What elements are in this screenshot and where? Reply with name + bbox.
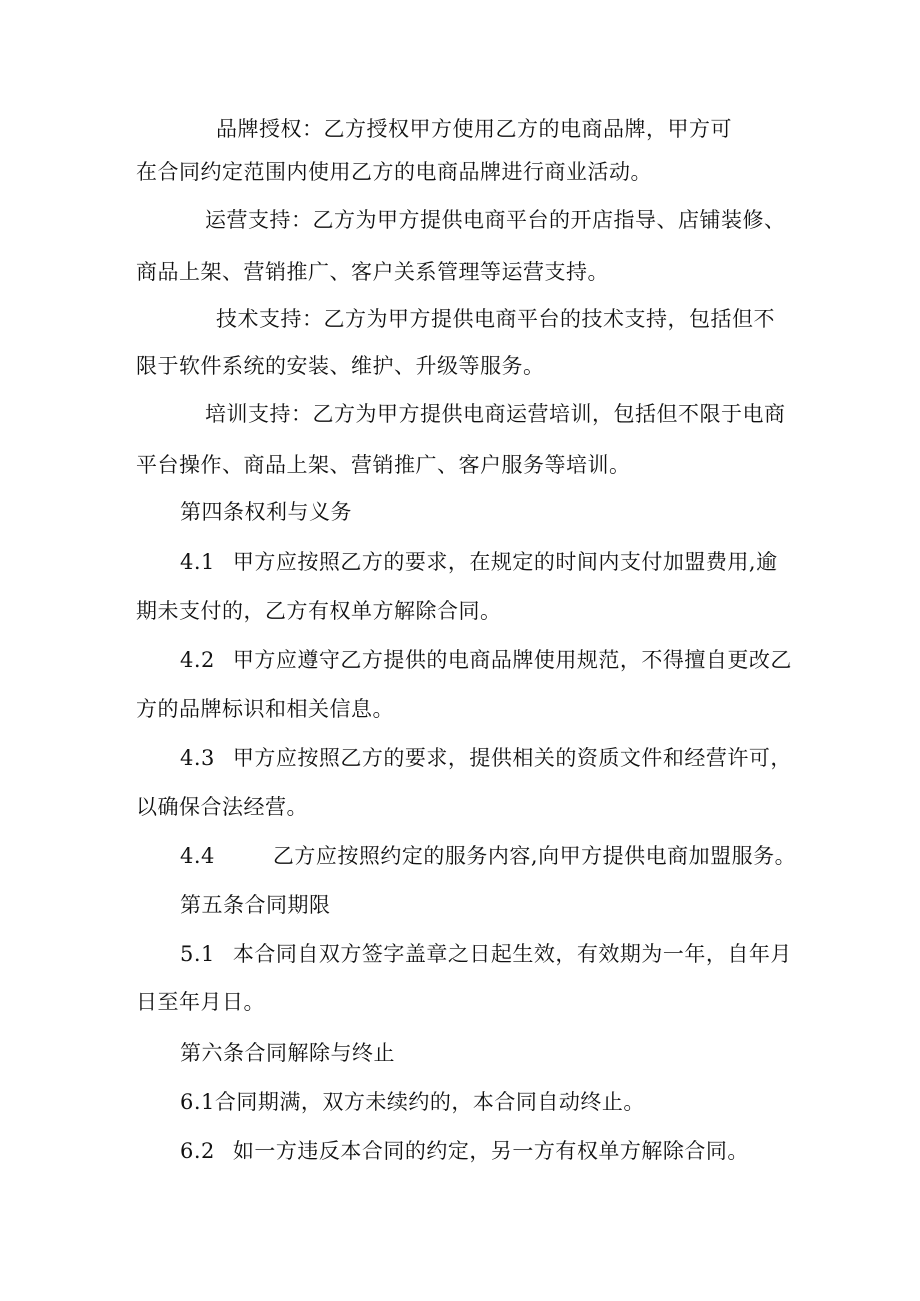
paragraph-training-support-line-2: 平台操作、商品上架、营销推广、客户服务等培训。 [136, 453, 631, 477]
article-5-heading: 第五条合同期限 [180, 893, 331, 917]
clause-6-1: 6.1合同期满，双方未续约的，本合同自动终止。 [180, 1090, 645, 1114]
clause-text: 本合同自双方签字盖章之日起生效，有效期为一年，自年月 [232, 942, 792, 966]
clause-4-1-line-1 [180, 547, 778, 577]
clause-5-1-line-1 [180, 939, 792, 969]
clause-number: 4.2 [180, 648, 215, 672]
article-6-heading: 第六条合同解除与终止 [180, 1041, 395, 1065]
clause-4-3-line-1 [180, 743, 792, 773]
clause-4-4 [180, 841, 796, 871]
paragraph-technical-support-line-2: 限于软件系统的安装、维护、升级等服务。 [136, 354, 545, 378]
paragraph-brand-license-line-1: 品牌授权：乙方授权甲方使用乙方的电商品牌，甲方可 [216, 117, 732, 141]
paragraph-brand-license-line-2: 在合同约定范围内使用乙方的电商品牌进行商业活动。 [136, 160, 652, 184]
clause-number: 4.1 [180, 550, 215, 574]
paragraph-technical-support-line-1: 技术支持：乙方为甲方提供电商平台的技术支持，包括但不 [216, 307, 775, 331]
clause-text: 如一方违反本合同的约定，另一方有权单方解除合同。 [232, 1139, 749, 1163]
clause-number: 6.2 [180, 1139, 215, 1163]
clause-4-2-line-2: 方的品牌标识和相关信息。 [136, 697, 394, 721]
paragraph-operation-support-line-2: 商品上架、营销推广、客户关系管理等运营支持。 [136, 260, 609, 284]
clause-number: 4.3 [180, 746, 215, 770]
clause-text: 甲方应遵守乙方提供的电商品牌使用规范，不得擅自更改乙 [232, 648, 792, 672]
clause-4-1-line-2: 期未支付的，乙方有权单方解除合同。 [136, 599, 502, 623]
clause-number: 4.4 [180, 844, 215, 868]
paragraph-training-support-line-1: 培训支持：乙方为甲方提供电商运营培训，包括但不限于电商 [205, 402, 786, 426]
clause-text: 甲方应按照乙方的要求，在规定的时间内支付加盟费用,逾 [232, 550, 778, 574]
clause-4-3-line-2: 以确保合法经营。 [136, 795, 308, 819]
clause-number: 5.1 [180, 942, 215, 966]
clause-5-1-line-2: 日至年月日。 [136, 990, 265, 1014]
clause-text: 甲方应按照乙方的要求，提供相关的资质文件和经营许可， [232, 746, 792, 770]
article-4-heading: 第四条权利与义务 [180, 500, 352, 524]
clause-4-2-line-1 [180, 645, 792, 675]
clause-text: 乙方应按照约定的服务内容,向甲方提供电商加盟服务。 [272, 844, 797, 868]
paragraph-operation-support-line-1: 运营支持：乙方为甲方提供电商平台的开店指导、店铺装修、 [205, 208, 786, 232]
clause-6-2 [180, 1136, 749, 1166]
